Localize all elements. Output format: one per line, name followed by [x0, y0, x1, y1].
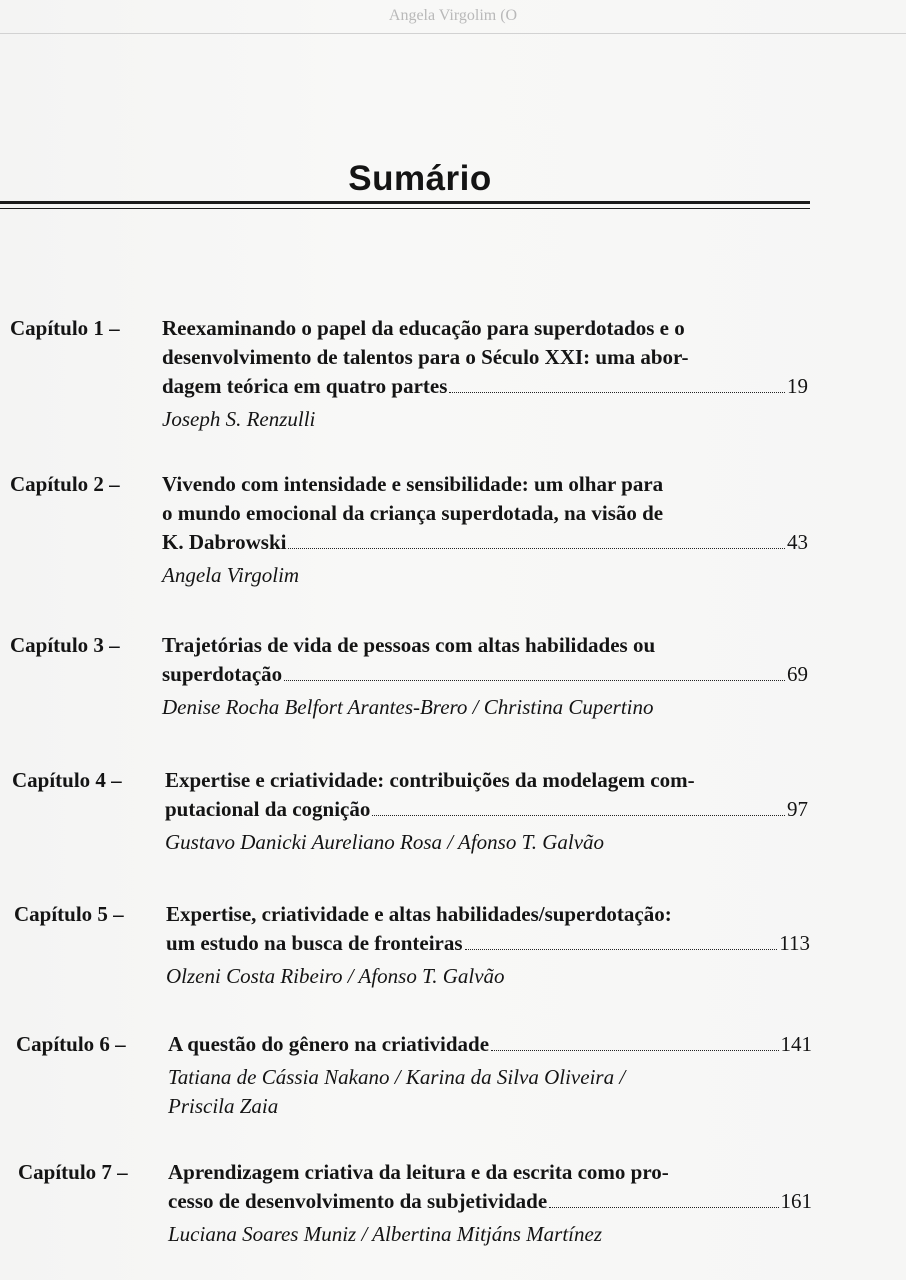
- chapter-title-line-last: A questão do gênero na criatividade 141: [168, 1030, 812, 1059]
- chapter-title-line: Expertise, criatividade e altas habilidades/superdotação:: [166, 902, 672, 926]
- page-number: 19: [787, 374, 808, 398]
- chapter-label: Capítulo 2 –: [10, 472, 120, 496]
- chapter-title-line-last: cesso de desenvolvimento da subjetividade 161: [168, 1187, 812, 1216]
- chapter-title-line: Reexaminando o papel da educação para superdotados e o: [162, 316, 685, 340]
- running-head: Angela Virgolim (O: [388, 7, 518, 24]
- dot-leader: [288, 548, 785, 549]
- chapter-title-line-last: um estudo na busca de fronteiras 113: [166, 929, 810, 958]
- dot-leader: [549, 1207, 778, 1208]
- chapter-label: Capítulo 1 –: [10, 316, 120, 340]
- dot-leader: [372, 815, 785, 816]
- title-rule-thick: [0, 201, 810, 204]
- chapter-author: Joseph S. Renzulli: [162, 407, 316, 431]
- chapter-title-line: Expertise e criatividade: contribuições da modelagem com-: [165, 768, 695, 792]
- page-number: 97: [787, 797, 808, 821]
- dot-leader: [491, 1050, 778, 1051]
- chapter-title-line: desenvolvimento de talentos para o Século XXI: uma abor-: [162, 345, 689, 369]
- dot-leader: [465, 949, 778, 950]
- chapter-label: Capítulo 6 –: [16, 1032, 126, 1056]
- top-divider: [0, 33, 906, 34]
- chapter-author: Priscila Zaia: [168, 1094, 279, 1118]
- chapter-title-line-last: K. Dabrowski 43: [162, 528, 808, 557]
- chapter-author: Gustavo Danicki Aureliano Rosa / Afonso T. Galvão: [165, 830, 605, 854]
- page-title: Sumário: [348, 159, 492, 198]
- chapter-author: Olzeni Costa Ribeiro / Afonso T. Galvão: [166, 964, 505, 988]
- chapter-label: Capítulo 4 –: [12, 768, 122, 792]
- page-number: 69: [787, 662, 808, 686]
- chapter-title-line: Vivendo com intensidade e sensibilidade: um olhar para: [162, 472, 664, 496]
- chapter-label: Capítulo 5 –: [14, 902, 124, 926]
- chapter-title-line: o mundo emocional da criança superdotada, na visão de: [162, 501, 664, 525]
- page-number: 43: [787, 530, 808, 554]
- chapter-title-line-last: superdotação 69: [162, 660, 808, 689]
- chapter-title-line-last: putacional da cognição 97: [165, 795, 808, 824]
- chapter-label: Capítulo 3 –: [10, 633, 120, 657]
- page-number: 113: [779, 931, 810, 955]
- dot-leader: [449, 392, 785, 393]
- chapter-title-line: Aprendizagem criativa da leitura e da escrita como pro-: [168, 1160, 669, 1184]
- chapter-title-line: Trajetórias de vida de pessoas com altas habilidades ou: [162, 633, 656, 657]
- page-number: 161: [780, 1189, 812, 1213]
- page-number: 141: [780, 1032, 812, 1056]
- chapter-author: Denise Rocha Belfort Arantes-Brero / Christina Cupertino: [162, 695, 654, 719]
- chapter-title-line-last: dagem teórica em quatro partes 19: [162, 372, 808, 401]
- chapter-author: Luciana Soares Muniz / Albertina Mitjáns Martínez: [168, 1222, 602, 1246]
- title-rule-thin: [0, 208, 810, 209]
- chapter-author: Angela Virgolim: [162, 563, 300, 587]
- chapter-label: Capítulo 7 –: [18, 1160, 128, 1184]
- chapter-author: Tatiana de Cássia Nakano / Karina da Silva Oliveira /: [168, 1065, 626, 1089]
- dot-leader: [284, 680, 785, 681]
